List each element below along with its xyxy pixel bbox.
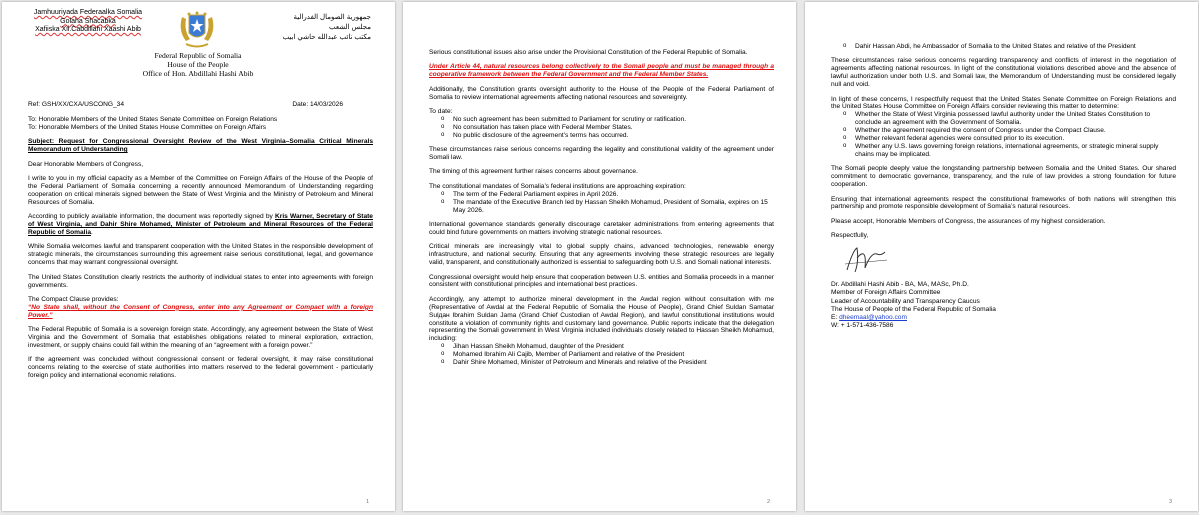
paragraph: Serious constitutional issues also arise under the Provisional Constitution of the Federal Republic of Somalia. [429, 49, 748, 56]
paragraph: These circumstances raise serious concerns regarding transparency and conflicts of interest in the negotiation of agreements affecting national resources. In light of the constitutional violations described above and the absence of lawful authorization under both U.S. and Somali law, the Memorandum of Understanding must be considered legally null and void. [831, 57, 1176, 89]
paragraph: I write to you in my official capacity as a Member of the Committee on Foreign Affairs of the House of the People of the Federal Parliament of Somalia concerning a recently announced Memorandum of Understanding regarding cooperation on critical minerals signed between the State of West Virginia and the Ministry of Petroleum and Mineral Resources of Somalia. [28, 175, 373, 206]
signer-title: Leader of Accountability and Transparency Caucus [831, 297, 980, 305]
list-item: o No consultation has taken place with Federal Member States. [453, 124, 774, 132]
list-item: o Dahir Shire Mohamed, Minister of Petroleum and Minerals and relative of the President [453, 359, 774, 367]
paragraph: In light of these concerns, I respectfully request that the United States Senate Committee on Foreign Relations and the United States House Committee on Foreign Affairs consider reviewing this matter to determine: [831, 95, 1176, 111]
list-item: o Whether the State of West Virginia possessed lawful authority under the United States Constitution to conclude an agreement with the Government of Somalia. [855, 111, 1176, 127]
page-number: 1 [365, 499, 369, 505]
list-item: o No public disclosure of the agreement’s terms has occurred. [453, 132, 774, 140]
letterhead-english [118, 51, 278, 78]
list-label: To date: [429, 108, 453, 116]
handwritten-signature [841, 242, 891, 276]
relatives-list [429, 343, 774, 367]
compact-clause-quote: “No State shall, without the Consent of Congress, enter into any Agreement or Compact with a foreign Power.” [28, 303, 373, 319]
paragraph-text: According to publicly available information, the document was reportedly signed by [28, 213, 276, 221]
list-item: o Dahir Hassan Abdi, he Ambassador of Somalia to the United States and relative of the President [855, 43, 1176, 51]
signer-title: The House of People of the Federal Republic of Somalia [831, 305, 996, 313]
list-item: o No such agreement has been submitted to Parliament for scrutiny or ratification. [453, 116, 774, 124]
list-label: The constitutional mandates of Somalia’s federal institutions are approaching expiration: [429, 182, 686, 190]
paragraph: If the agreement was concluded without congressional consent or federal oversight, it may raise constitutional concerns relating to the exercise of state authorities into matters reserved to the federal government - particularly foreign policy and international economic relations. [28, 356, 373, 380]
page-number: 2 [766, 499, 770, 505]
letter-page-3 [805, 2, 1198, 511]
article-44-text: Under Article 44, natural resources belong collectively to the Somali people and must be managed through a cooperative framework between the Federal Government and the Federal Member States. [429, 63, 774, 79]
paragraph: These circumstances raise serious concerns regarding the legality and constitutional validity of the agreement under Somali law. [429, 146, 774, 162]
closing: Respectfully, [831, 232, 869, 240]
letterhead-arabic-line: مجلس الشعب [328, 23, 371, 31]
paragraph-text: . [91, 228, 93, 236]
paragraph: Accordingly, any attempt to authorize mineral development in the Awdal region without consultation with me (Representative of Awdal at the Federal Republic of Somalia the House of People), Grand Chief Suldan Samatar Sulдан Ibrahim Suldan Jama (Grand Chief Custodian of Awdal Region), and lawful constitutional institutions would constitute a violation of community rights and customary land governance. Public reports indicate that the delegation representing the Somali government in West Virginia included individuals closely related to Hassan Sheikh Mohamud, including: [429, 295, 774, 343]
phone-line: W: + 1-571-436-7586 [831, 322, 894, 330]
letterhead-somali [32, 9, 144, 35]
page-number: 3 [1168, 499, 1172, 505]
letterhead-arabic [267, 13, 371, 42]
paragraph: The Somali people deeply value the longstanding partnership between Somalia and the United States. Our shared commitment to democratic governance, transparency, and the rule of law provides a strong foundation for future cooperation. [831, 165, 1176, 189]
paragraph: International governance standards generally discourage caretaker administrations from entering agreements that could bind future governments on matters involving strategic national resources. [429, 221, 774, 236]
letterhead-english-line: Federal Republic of Somalia [154, 51, 242, 60]
list-item: o Jihan Hassan Sheikh Mohamud, daughter of the President [453, 343, 774, 351]
letter-date: Date: 14/03/2026 [292, 101, 343, 108]
letter-page-1 [2, 2, 395, 511]
paragraph: Please accept, Honorable Members of Congress, the assurances of my highest consideration. [831, 217, 1106, 225]
letterhead-somali-line: Jamhuuriyada Federaalka Somalia [33, 9, 143, 16]
list-item: o The term of the Federal Parliament expires in April 2026. [453, 191, 774, 199]
email-label: E: [831, 313, 840, 321]
paragraph: The United States Constitution clearly restricts the authority of individual states to enter into agreements with foreign governments. [28, 273, 373, 289]
list-item: o Mohamed Ibrahim Ali Cajib, Member of Parliament and relative of the President [453, 351, 774, 359]
letterhead-somali-line: Golaha Shacabka [60, 17, 116, 25]
paragraph: Additionally, the Constitution grants oversight authority to the House of the People of the Federal Parliament of Somalia to review international agreements affecting national resources and sovereignty. [429, 85, 774, 101]
list-item: o Whether the agreement required the consent of Congress under the Compact Clause. [855, 127, 1176, 135]
determine-list [831, 111, 1176, 158]
list-item: o The mandate of the Executive Branch led by Hassan Sheikh Mohamud, President of Somalia, expires on 15 May 2026. [453, 199, 774, 215]
letterhead-english-line: Office of Hon. Abdillahi Hashi Abib [142, 69, 254, 79]
paragraph: The Federal Republic of Somalia is a sovereign foreign state. Accordingly, any agreement between the State of West Virginia and the Government of Somalia that establishes obligations related to mineral exploration, extraction, investment, or supply chains could fall within the meaning of an “agreement with a foreign power.” [28, 326, 373, 349]
signer-name: Dr. Abdillahi Hashi Abib - BA, MA, MASc, Ph.D. [831, 281, 969, 289]
reference-line [28, 101, 373, 108]
signer-title: Member of Foreign Affairs Committee [831, 289, 941, 297]
list-item: o Whether relevant federal agencies were consulted prior to its execution. [855, 135, 1176, 143]
letterhead-arabic-line: جمهورية الصومال الفدرالية [293, 14, 371, 21]
letterhead-english-line: House of the People [167, 60, 229, 70]
paragraph: Critical minerals are increasingly vital to global supply chains, advanced technologies, renewable energy infrastructure, and national security. Ensuring that any agreements involving these strategic resources are legally valid, transparent, and constitutionally authorized is essential to safeguarding both U.S. and Somali national interests. [429, 243, 774, 267]
signatories-text: Kris Warner, Secretary of State of West Virginia, and Dahir Shire Mohamed, Minister of Petroleum and Mineral Resources of the Federal Republic of Somalia [28, 213, 373, 236]
subject-line: Subject: Request for Congressional Oversight Review of the West Virginia–Somalia Critical Minerals Memorandum of Understanding [28, 138, 373, 154]
recipient-line: To: Honorable Members of the United States House Committee on Foreign Affairs [28, 123, 267, 131]
paragraph [28, 213, 373, 237]
relatives-list-continued [831, 43, 1176, 51]
mandates-list [429, 191, 774, 215]
reference-number: Ref: GSH/XX/CXA/USCONG_34 [28, 101, 125, 108]
somalia-coat-of-arms-icon [176, 11, 218, 51]
to-date-list [429, 116, 774, 140]
compact-clause-label: The Compact Clause provides: [28, 295, 119, 303]
paragraph: The timing of this agreement further raises concerns about governance. [429, 168, 638, 176]
paragraph: Ensuring that international agreements respect the constitutional frameworks of both nations will strengthen this partnership and promote responsible development of Somalia’s natural resources. [831, 195, 1176, 211]
letterhead [28, 9, 373, 101]
letterhead-arabic-line: مكتب نائب عبدالله حاشي ابيب [282, 33, 371, 41]
salutation: Dear Honorable Members of Congress, [28, 160, 144, 168]
recipient-line: To: Honorable Members of the United States Senate Committee on Foreign Relations [28, 116, 278, 123]
paragraph: Congressional oversight would help ensure that cooperation between U.S. entities and Somalia proceeds in a manner consistent with constitutional principles and international best practices. [429, 273, 774, 289]
email-line [831, 314, 1176, 322]
signature-block [831, 281, 1176, 330]
letterhead-somali-line: Xafiiska Xil.Cabdillahi Xaashi Abib [35, 26, 141, 34]
list-item: o Whether any U.S. laws governing foreign relations, international agreements, or strategic mineral supply chains may be implicated. [855, 143, 1176, 159]
email-link[interactable]: dheemaal@yahoo.com [839, 313, 907, 321]
paragraph: While Somalia welcomes lawful and transparent cooperation with the United States in the responsible development of strategic minerals, the circumstances surrounding this agreement raise serious constitutional, legal, and governance concerns that may warrant congressional oversight. [28, 243, 373, 267]
letter-page-2 [403, 2, 796, 511]
